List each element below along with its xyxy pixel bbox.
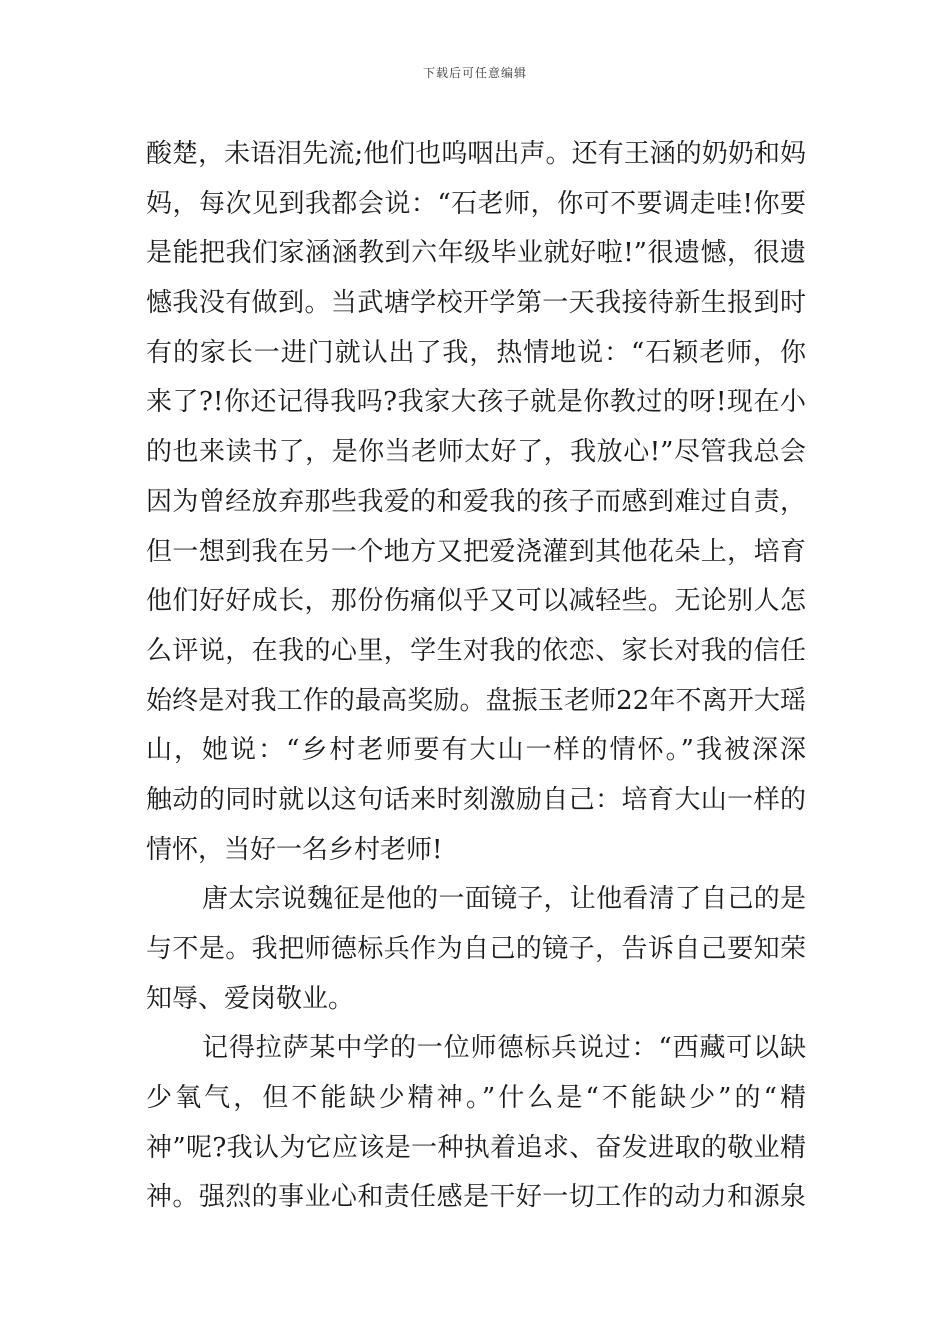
text-line: 憾我没有做到。当武塘学校开学第一天我接待新生报到时 <box>146 288 806 319</box>
text-line: 知辱、爱岗敬业。 <box>146 983 355 1014</box>
text-line: 山，她说：“乡村老师要有大山一样的情怀。”我被深深 <box>146 735 806 766</box>
text-line: 他们好好成长，那份伤痛似乎又可以减轻些。无论别人怎 <box>146 586 806 617</box>
text-line: 是能把我们家涵涵教到六年级毕业就好啦!”很遗憾，很遗 <box>146 238 806 269</box>
text-line: 少氧气，但不能缺少精神。”什么是“不能缺少”的“精 <box>146 1083 806 1114</box>
text-line: 与不是。我把师德标兵作为自己的镜子，告诉自己要知荣 <box>146 934 806 964</box>
page-header: 下载后可任意编辑 <box>422 66 527 80</box>
text-line: 记得拉萨某中学的一位师德标兵说过：“西藏可以缺 <box>202 1033 806 1064</box>
document-body <box>146 130 806 1223</box>
text-line: 因为曾经放弃那些我爱的和爱我的孩子而感到难过自责， <box>146 486 806 517</box>
text-line: 唐太宗说魏征是他的一面镜子，让他看清了自己的是 <box>202 884 806 915</box>
text-line: 但一想到我在另一个地方又把爱浇灌到其他花朵上，培育 <box>146 536 806 567</box>
text-line: 酸楚，未语泪先流;他们也呜咽出声。还有王涵的奶奶和妈 <box>146 139 806 169</box>
text-line: 神。强烈的事业心和责任感是干好一切工作的动力和源泉 <box>146 1182 806 1213</box>
text-line: 神”呢?我认为它应该是一种执着追求、奋发进取的敬业精 <box>146 1132 806 1163</box>
text-line: 么评说，在我的心里，学生对我的依恋、家长对我的信任 <box>146 635 806 666</box>
text-line: 有的家长一进门就认出了我，热情地说：“石颖老师，你 <box>146 337 806 368</box>
text-line: 妈，每次见到我都会说：“石老师，你可不要调走哇!你要 <box>146 188 806 219</box>
text-line: 的也来读书了，是你当老师太好了，我放心!”尽管我总会 <box>146 437 806 468</box>
text-line: 来了?!你还记得我吗?我家大孩子就是你教过的呀!现在小 <box>146 387 806 418</box>
text-line: 情怀，当好一名乡村老师! <box>146 834 443 865</box>
text-line: 触动的同时就以这句话来时刻激励自己：培育大山一样的 <box>146 784 806 815</box>
text-line: 始终是对我工作的最高奖励。盘振玉老师22年不离开大瑶 <box>146 685 806 716</box>
